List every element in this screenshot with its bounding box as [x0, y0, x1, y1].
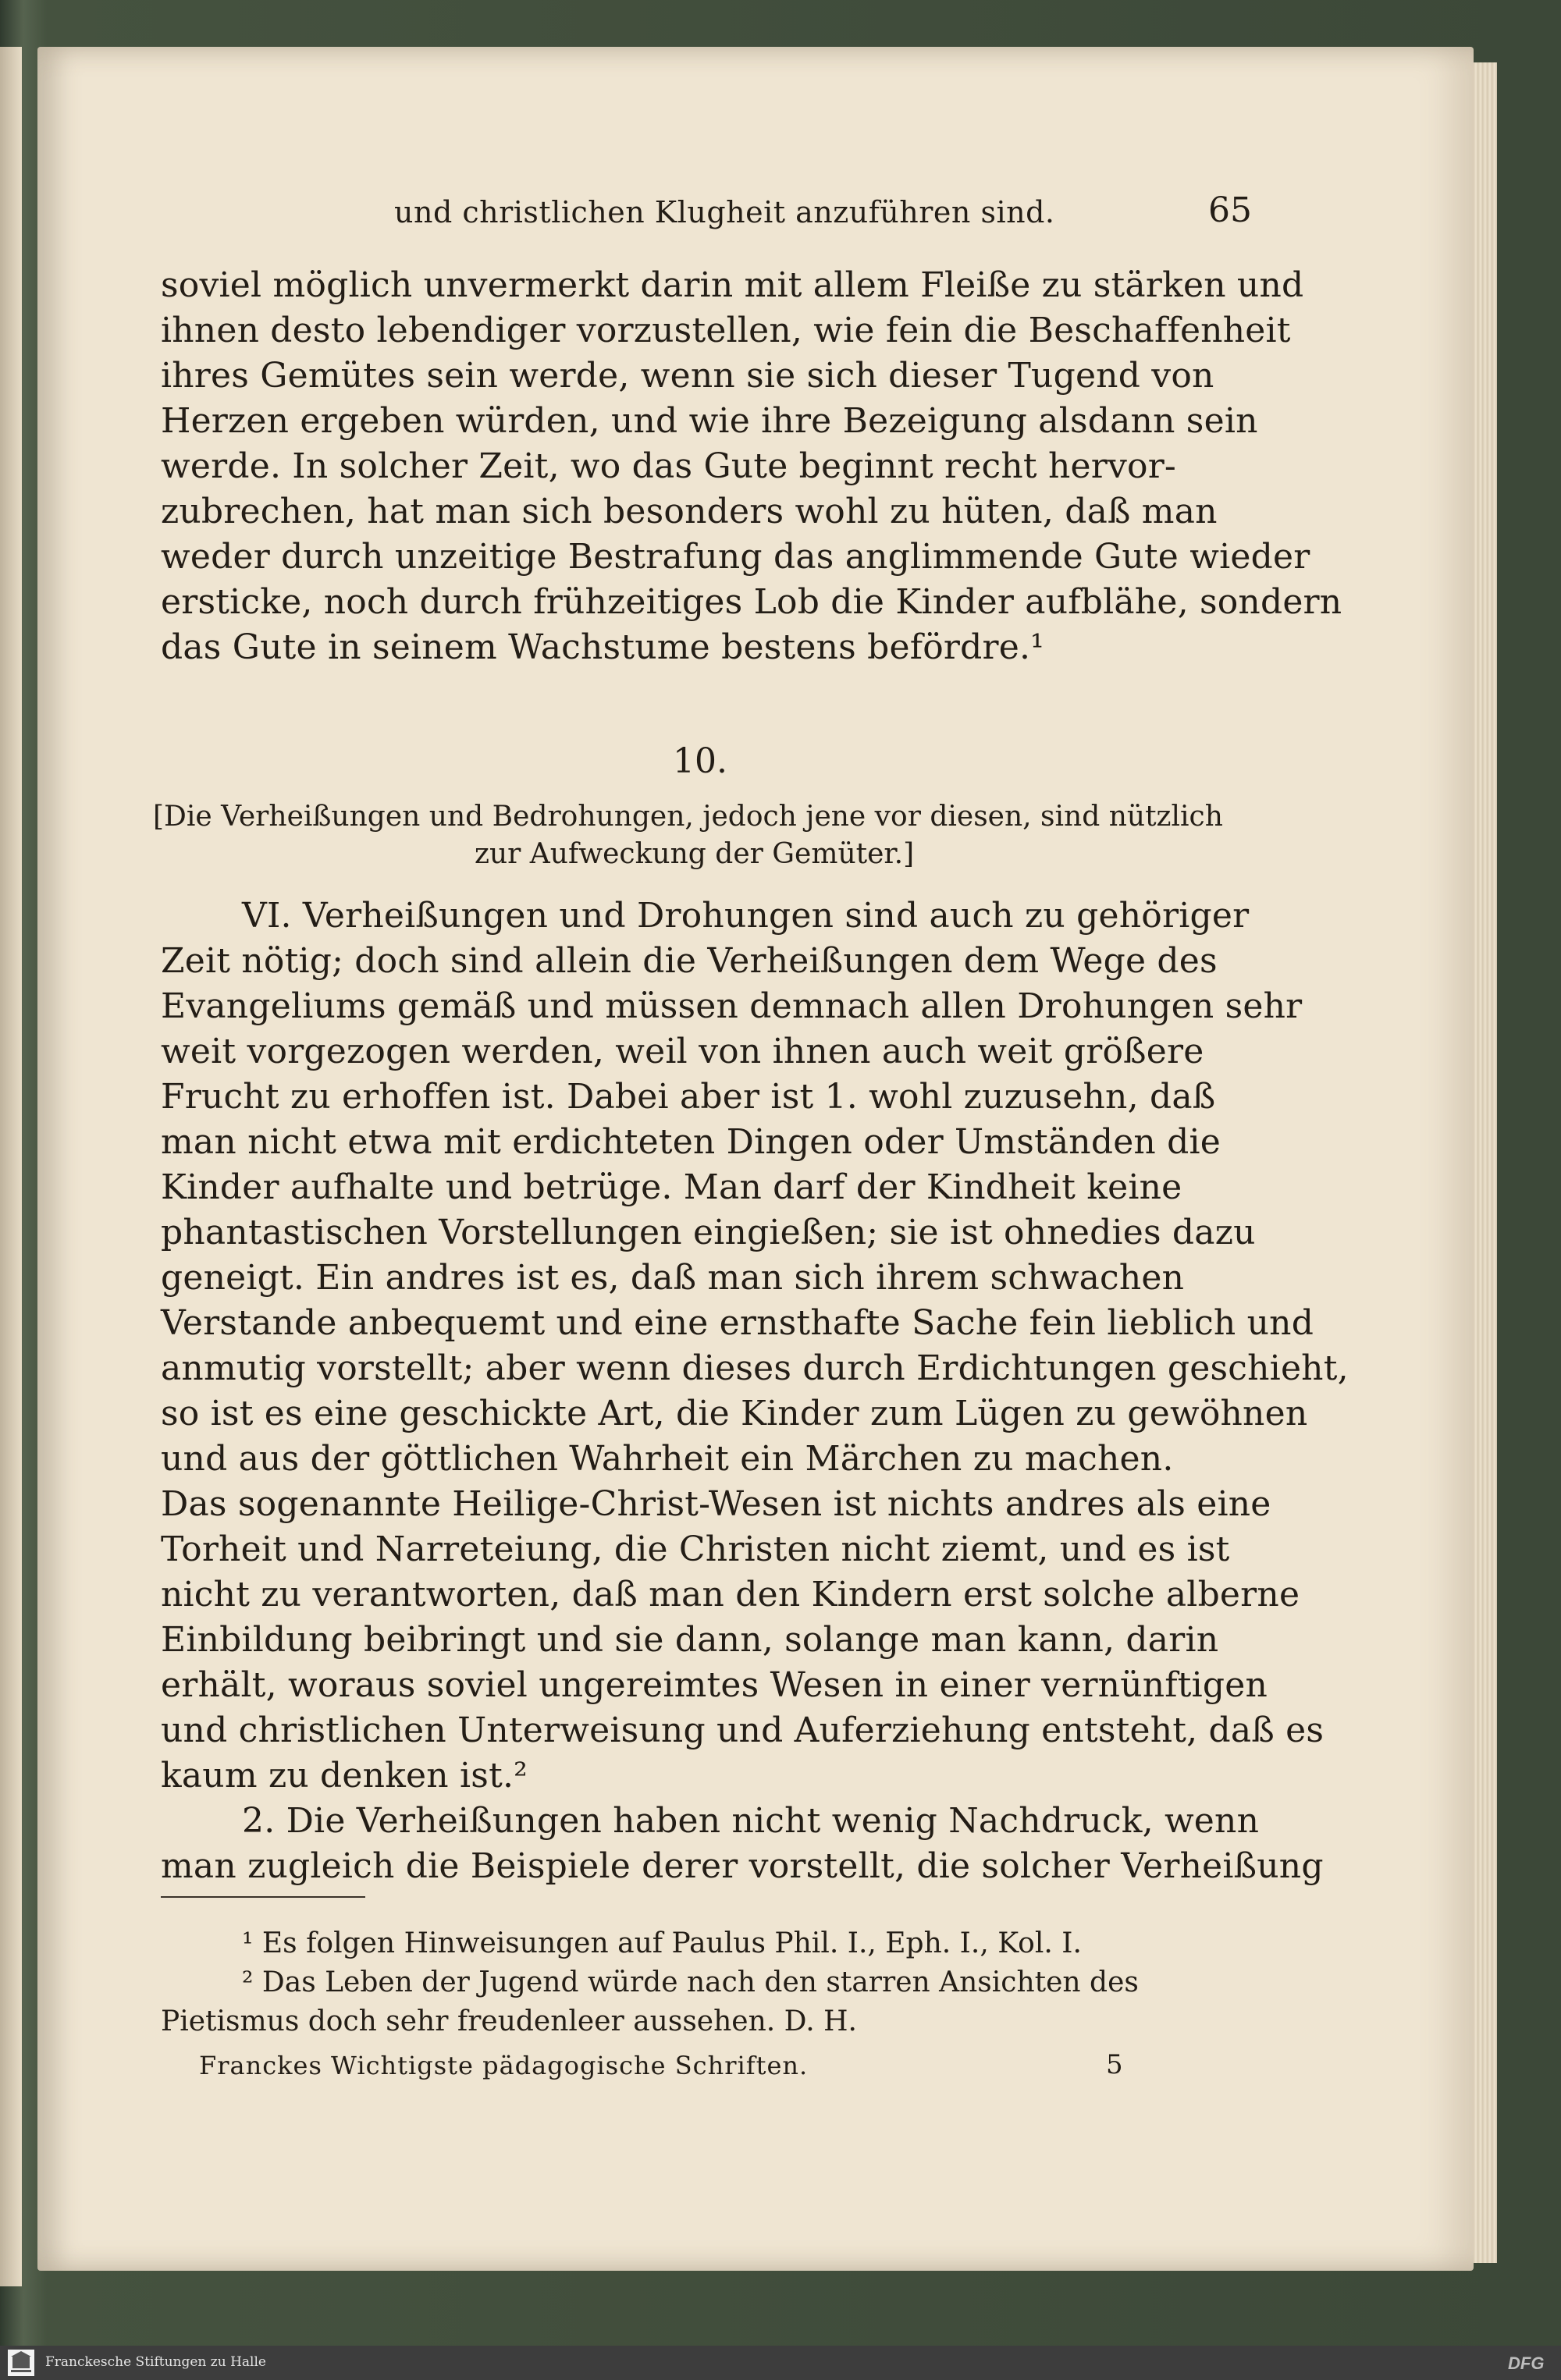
footnote-line: ² Das Leben der Jugend würde nach den starren Ansichten des [242, 1966, 1139, 1998]
body-line: man nicht etwa mit erdichteten Dingen oder Umständen die [161, 1122, 1221, 1162]
body-line: Torheit und Narreteiung, die Christen nicht ziemt, und es ist [161, 1529, 1230, 1569]
page-number: 65 [1208, 190, 1252, 230]
previous-page-edge [0, 47, 22, 2286]
footnote-divider [161, 1896, 365, 1898]
body-line: zubrechen, hat man sich besonders wohl zu hüten, daß man [161, 492, 1218, 531]
body-line: geneigt. Ein andres ist es, daß man sich ihrem schwachen [161, 1258, 1185, 1298]
body-line: Herzen ergeben würden, und wie ihre Bezeigung alsdann sein [161, 401, 1258, 441]
body-line: Verstande anbequemt und eine ernsthafte Sache fein lieblich und [161, 1303, 1314, 1343]
signature-mark: 5 [1106, 2049, 1123, 2080]
body-line: phantastischen Vorstellungen eingießen; sie ist ohnedies dazu [161, 1213, 1256, 1252]
body-line: das Gute in seinem Wachstume bestens befördre.¹ [161, 627, 1044, 667]
body-line: kaum zu denken ist.² [161, 1756, 528, 1796]
body-line: und christlichen Unterweisung und Auferziehung entsteht, daß es [161, 1710, 1325, 1750]
body-line: 2. Die Verheißungen haben nicht wenig Nachdruck, wenn [242, 1801, 1260, 1841]
body-line: weder durch unzeitige Bestrafung das anglimmende Gute wieder [161, 537, 1310, 577]
body-line: ihnen desto lebendiger vorzustellen, wie fein die Beschaffenheit [161, 311, 1291, 350]
institution-logo-icon [8, 2350, 34, 2376]
section-number: 10. [673, 741, 727, 781]
viewer-footer-bar [0, 2346, 1561, 2380]
body-line: VI. Verheißungen und Drohungen sind auch zu gehöriger [242, 896, 1250, 936]
body-line: werde. In solcher Zeit, wo das Gute beginnt recht hervor- [161, 446, 1176, 486]
body-line: und aus der göttlichen Wahrheit ein Märchen zu machen. [161, 1439, 1174, 1479]
institution-name: Franckesche Stiftungen zu Halle [45, 2354, 266, 2370]
body-line: soviel möglich unvermerkt darin mit allem Fleiße zu stärken und [161, 265, 1304, 305]
body-line: Einbildung beibringt und sie dann, solange man kann, darin [161, 1620, 1219, 1660]
footnote-line: ¹ Es folgen Hinweisungen auf Paulus Phil. I., Eph. I., Kol. I. [242, 1927, 1082, 1959]
body-line: nicht zu verantworten, daß man den Kindern erst solche alberne [161, 1575, 1300, 1614]
printer-signature: Franckes Wichtigste pädagogische Schriften. [199, 2051, 809, 2080]
body-line: man zugleich die Beispiele derer vorstellt, die solcher Verheißung [161, 1846, 1324, 1886]
body-line: weit vorgezogen werden, weil von ihnen auch weit größere [161, 1032, 1204, 1071]
body-line: Frucht zu erhoffen ist. Dabei aber ist 1. wohl zuzusehn, daß [161, 1077, 1216, 1117]
body-line: so ist es eine geschickte Art, die Kinder zum Lügen zu gewöhnen [161, 1394, 1308, 1433]
footnote-line: Pietismus doch sehr freudenleer aussehen. D. H. [161, 2005, 857, 2037]
running-title: und christlichen Klugheit anzuführen sind. [394, 195, 1055, 229]
body-line: Zeit nötig; doch sind allein die Verheißungen dem Wege des [161, 941, 1218, 981]
section-heading-line: zur Aufweckung der Gemüter.] [475, 838, 915, 870]
body-line: anmutig vorstellt; aber wenn dieses durch Erdichtungen geschieht, [161, 1348, 1349, 1388]
body-line: Evangeliums gemäß und müssen demnach allen Drohungen sehr [161, 986, 1303, 1026]
body-line: ersticke, noch durch frühzeitiges Lob die Kinder aufblähe, sondern [161, 582, 1342, 622]
body-line: Kinder aufhalte und betrüge. Man darf der Kindheit keine [161, 1167, 1182, 1207]
body-line: Das sogenannte Heilige-Christ-Wesen ist nichts andres als eine [161, 1484, 1271, 1524]
body-line: erhält, woraus soviel ungereimtes Wesen in einer vernünftigen [161, 1665, 1268, 1705]
body-line: ihres Gemütes sein werde, wenn sie sich dieser Tugend von [161, 356, 1214, 396]
dfg-logo: DFG [1508, 2353, 1545, 2373]
section-heading-line: [Die Verheißungen und Bedrohungen, jedoch jene vor diesen, sind nützlich [153, 801, 1223, 833]
